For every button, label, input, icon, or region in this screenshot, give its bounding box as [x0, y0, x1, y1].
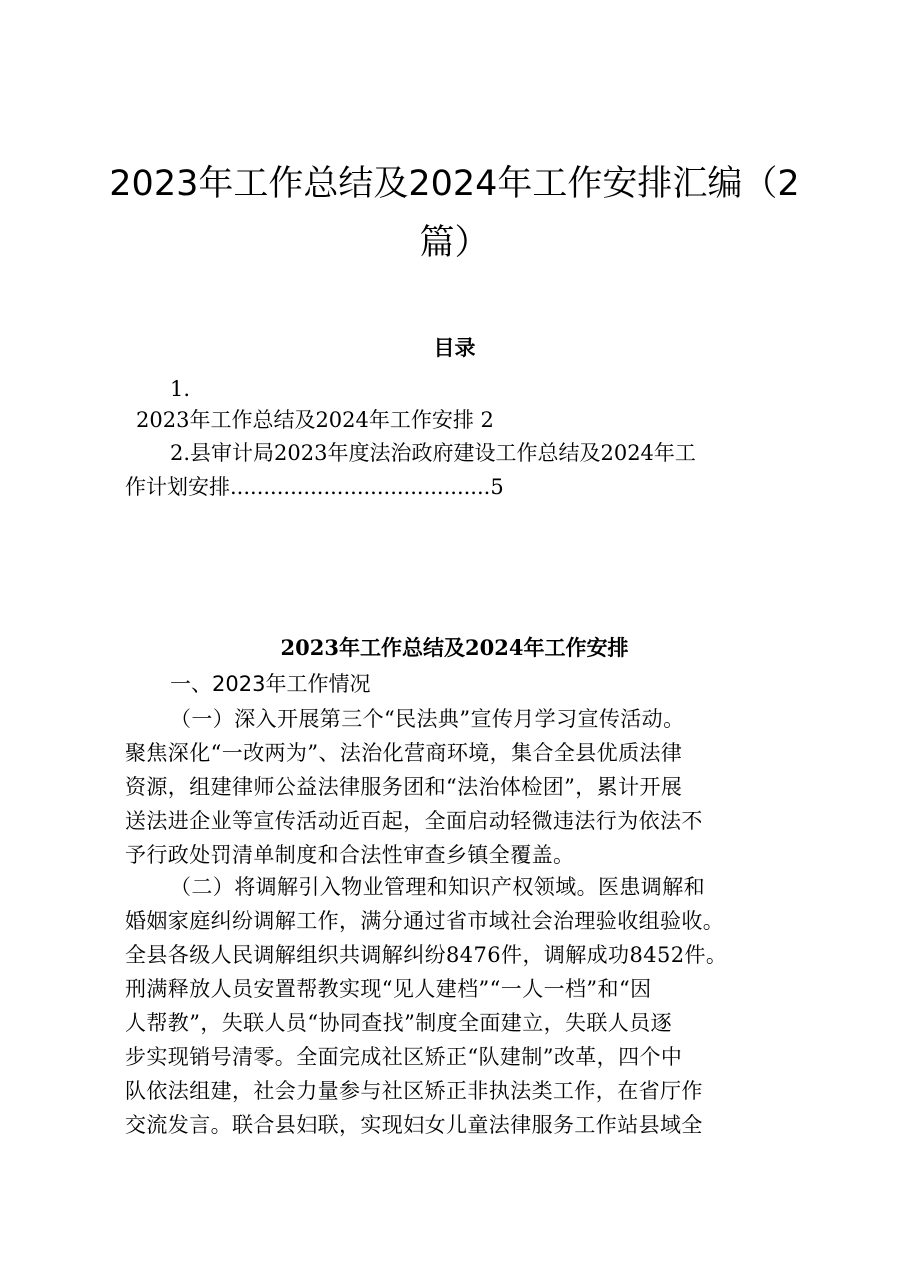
paragraph-line: 婚姻家庭纠纷调解工作，满分通过省市域社会治理验收组验收。 [125, 909, 725, 933]
paragraph-line: 送法进企业等宣传活动近百起，全面启动轻微违法行为依法不 [125, 809, 703, 833]
paragraph-line: 聚焦深化“一改两为”、法治化营商环境，集合全县优质法律 [125, 741, 683, 765]
toc-entry-1[interactable]: 2023年工作总结及2024年工作安排 2 [136, 408, 494, 432]
paragraph-line: 人帮教”，失联人员“协同查找”制度全面建立，失联人员逐 [125, 1011, 673, 1035]
document-title-line-1: 2023年工作总结及2024年工作安排汇编（2 [109, 164, 800, 204]
toc-entry-1-number[interactable]: 1. [170, 377, 191, 401]
toc-heading: 目录 [433, 336, 476, 360]
paragraph-line: 交流发言。联合县妇联，实现妇女儿童法律服务工作站县域全 [125, 1113, 703, 1137]
paragraph-line: 资源，组建律师公益法律服务团和“法治体检团”，累计开展 [125, 775, 683, 799]
paragraph-line: 队依法组建，社会力量参与社区矫正非执法类工作，在省厅作 [125, 1079, 703, 1103]
paragraph-line: 全县各级人民调解组织共调解纠纷8476件，调解成功8452件。 [125, 943, 728, 967]
paragraph-line: （二）将调解引入物业管理和知识产权领域。医患调解和 [170, 875, 705, 899]
paragraph-line: （一）深入开展第三个“民法典”宣传月学习宣传活动。 [170, 707, 685, 731]
paragraph-line: 步实现销号清零。全面完成社区矫正“队建制”改革，四个中 [125, 1045, 683, 1069]
toc-entry-2[interactable]: 2.县审计局2023年度法治政府建设工作总结及2024年工 [170, 441, 696, 465]
toc-entry-2-continued[interactable]: 作计划安排.......................................5 [125, 475, 504, 499]
paragraph-line: 刑满释放人员安置帮教实现“见人建档”“一人一档”和“因 [125, 977, 652, 1001]
document-title-line-2: 篇） [419, 223, 490, 263]
paragraph-line: 予行政处罚清单制度和合法性审查乡镇全覆盖。 [125, 843, 575, 867]
heading-level-1: 一、2023年工作情况 [170, 672, 371, 696]
section-title: 2023年工作总结及2024年工作安排 [280, 635, 629, 660]
